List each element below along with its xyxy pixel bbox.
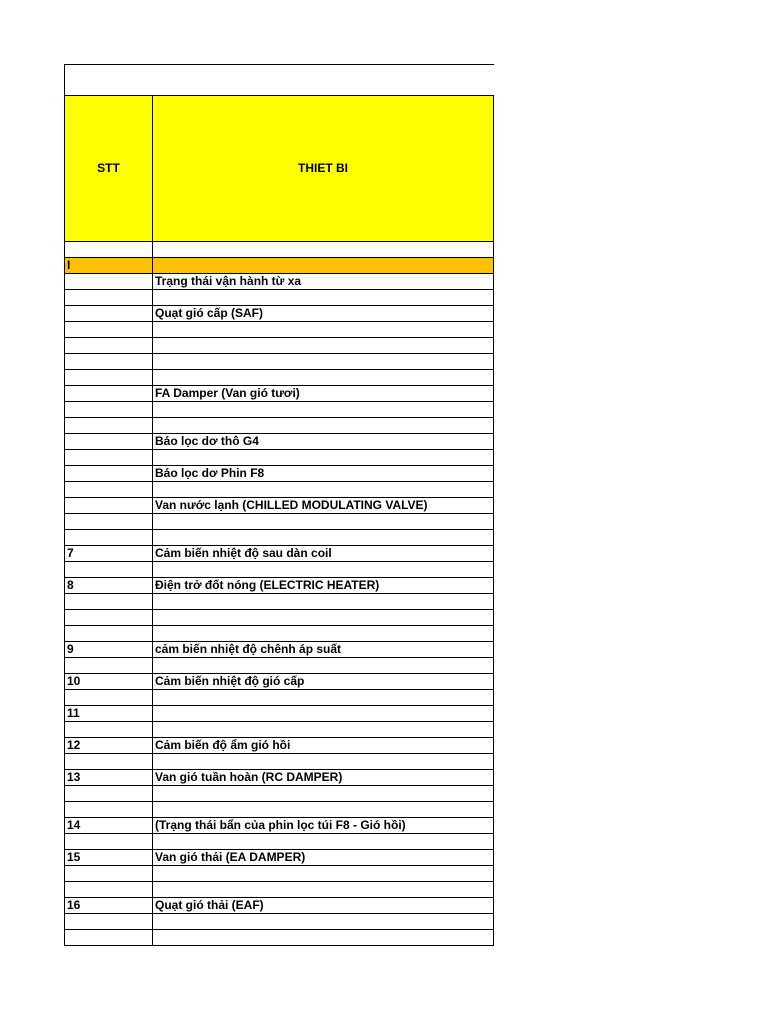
stt-cell[interactable]	[65, 498, 153, 514]
device-cell[interactable]	[153, 242, 494, 258]
stt-cell[interactable]	[65, 658, 153, 674]
device-cell[interactable]	[153, 834, 494, 850]
device-cell[interactable]	[153, 706, 494, 722]
device-cell[interactable]	[153, 290, 494, 306]
stt-cell[interactable]	[65, 914, 153, 930]
stt-cell[interactable]	[65, 290, 153, 306]
stt-cell[interactable]	[65, 754, 153, 770]
stt-cell[interactable]: 9	[65, 642, 153, 658]
stt-cell[interactable]	[65, 242, 153, 258]
table-row	[65, 562, 494, 578]
device-cell[interactable]	[153, 322, 494, 338]
table-row	[65, 754, 494, 770]
stt-cell[interactable]	[65, 386, 153, 402]
table-row	[65, 706, 494, 722]
table-row	[65, 482, 494, 498]
stt-cell[interactable]	[65, 626, 153, 642]
stt-cell[interactable]	[65, 434, 153, 450]
table-row	[65, 722, 494, 738]
table-row	[65, 802, 494, 818]
device-cell[interactable]	[153, 514, 494, 530]
device-cell[interactable]: (Trạng thái bẩn của phin lọc túi F8 - Gió hồi)	[153, 818, 494, 834]
device-cell[interactable]: Cảm biến độ ẩm gió hồi	[153, 738, 494, 754]
stt-cell[interactable]: I	[65, 258, 153, 274]
table-row	[65, 930, 494, 946]
table-row	[65, 498, 494, 514]
stt-cell[interactable]	[65, 450, 153, 466]
stt-cell[interactable]: 11	[65, 706, 153, 722]
device-cell[interactable]	[153, 882, 494, 898]
stt-cell[interactable]	[65, 882, 153, 898]
device-cell[interactable]	[153, 402, 494, 418]
table-row	[65, 578, 494, 594]
header-row	[65, 96, 494, 242]
device-cell[interactable]	[153, 866, 494, 882]
device-cell[interactable]	[153, 594, 494, 610]
table-row	[65, 546, 494, 562]
title-row	[64, 64, 494, 95]
stt-cell[interactable]	[65, 610, 153, 626]
device-cell[interactable]: Báo lọc dơ thô G4	[153, 434, 494, 450]
table-row	[65, 770, 494, 786]
device-cell[interactable]	[153, 370, 494, 386]
table-row	[65, 610, 494, 626]
header-device[interactable]: THIET BI	[153, 96, 494, 242]
stt-cell[interactable]	[65, 514, 153, 530]
table-row	[65, 882, 494, 898]
table-row	[65, 450, 494, 466]
table-row	[65, 434, 494, 450]
stt-cell[interactable]: 7	[65, 546, 153, 562]
table-row	[65, 530, 494, 546]
table-row	[65, 866, 494, 882]
device-cell[interactable]: Quạt gió cấp (SAF)	[153, 306, 494, 322]
table-row	[65, 674, 494, 690]
table-row	[65, 306, 494, 322]
device-cell[interactable]	[153, 354, 494, 370]
table-row	[65, 322, 494, 338]
device-cell[interactable]	[153, 914, 494, 930]
stt-cell[interactable]	[65, 402, 153, 418]
table-row	[65, 658, 494, 674]
stt-cell[interactable]: 12	[65, 738, 153, 754]
table-row	[65, 338, 494, 354]
device-cell[interactable]	[153, 786, 494, 802]
device-cell[interactable]: Cảm biến nhiệt độ gió cấp	[153, 674, 494, 690]
table-row	[65, 898, 494, 914]
table-row	[65, 386, 494, 402]
table-row	[65, 594, 494, 610]
device-table	[64, 95, 494, 946]
device-cell[interactable]	[153, 530, 494, 546]
device-cell[interactable]	[153, 450, 494, 466]
table-row	[65, 354, 494, 370]
stt-cell[interactable]	[65, 530, 153, 546]
device-cell[interactable]: Quạt gió thải (EAF)	[153, 898, 494, 914]
device-cell[interactable]	[153, 418, 494, 434]
device-cell[interactable]: Báo lọc dơ Phin F8	[153, 466, 494, 482]
device-cell[interactable]	[153, 338, 494, 354]
stt-cell[interactable]: 16	[65, 898, 153, 914]
device-cell[interactable]: Van gió tuần hoàn (RC DAMPER)	[153, 770, 494, 786]
device-cell[interactable]: Cảm biến nhiệt độ sau dàn coil	[153, 546, 494, 562]
stt-cell[interactable]: 14	[65, 818, 153, 834]
table-row	[65, 418, 494, 434]
device-cell[interactable]	[153, 754, 494, 770]
table-row	[65, 690, 494, 706]
device-cell[interactable]: Trạng thái vận hành từ xa	[153, 274, 494, 290]
stt-cell[interactable]	[65, 562, 153, 578]
device-cell[interactable]: Van nước lạnh (CHILLED MODULATING VALVE)	[153, 498, 494, 514]
stt-cell[interactable]	[65, 418, 153, 434]
stt-cell[interactable]	[65, 322, 153, 338]
stt-cell[interactable]	[65, 594, 153, 610]
stt-cell[interactable]	[65, 834, 153, 850]
device-cell[interactable]	[153, 562, 494, 578]
stt-cell[interactable]: 13	[65, 770, 153, 786]
table-body	[65, 242, 494, 946]
stt-cell[interactable]	[65, 722, 153, 738]
table-row	[65, 258, 494, 274]
table-row	[65, 914, 494, 930]
device-cell[interactable]	[153, 258, 494, 274]
table-row	[65, 514, 494, 530]
stt-cell[interactable]	[65, 466, 153, 482]
device-cell[interactable]	[153, 690, 494, 706]
device-cell[interactable]	[153, 802, 494, 818]
device-cell[interactable]: Van gió thải (EA DAMPER)	[153, 850, 494, 866]
device-cell[interactable]: FA Damper (Van gió tươi)	[153, 386, 494, 402]
stt-cell[interactable]: 15	[65, 850, 153, 866]
table-row	[65, 466, 494, 482]
table-row	[65, 786, 494, 802]
table-row	[65, 242, 494, 258]
table-row	[65, 818, 494, 834]
device-cell[interactable]: cảm biến nhiệt độ chênh áp suất	[153, 642, 494, 658]
device-cell[interactable]	[153, 482, 494, 498]
table-row	[65, 850, 494, 866]
table-row	[65, 738, 494, 754]
stt-cell[interactable]: 8	[65, 578, 153, 594]
stt-cell[interactable]	[65, 306, 153, 322]
stt-cell[interactable]	[65, 370, 153, 386]
table-row	[65, 290, 494, 306]
device-cell[interactable]	[153, 722, 494, 738]
stt-cell[interactable]	[65, 274, 153, 290]
stt-cell[interactable]	[65, 930, 153, 946]
table-row	[65, 626, 494, 642]
table-row	[65, 642, 494, 658]
table-row	[65, 834, 494, 850]
stt-cell[interactable]	[65, 690, 153, 706]
table-row	[65, 402, 494, 418]
stt-cell[interactable]	[65, 482, 153, 498]
device-cell[interactable]	[153, 930, 494, 946]
stt-cell[interactable]	[65, 338, 153, 354]
spreadsheet	[64, 64, 494, 946]
stt-cell[interactable]	[65, 866, 153, 882]
device-cell[interactable]	[153, 658, 494, 674]
stt-cell[interactable]	[65, 802, 153, 818]
device-cell[interactable]	[153, 626, 494, 642]
device-cell[interactable]	[153, 610, 494, 626]
device-cell[interactable]: Điện trở đốt nóng (ELECTRIC HEATER)	[153, 578, 494, 594]
stt-cell[interactable]: 10	[65, 674, 153, 690]
stt-cell[interactable]	[65, 354, 153, 370]
header-stt[interactable]: STT	[65, 96, 153, 242]
stt-cell[interactable]	[65, 786, 153, 802]
table-row	[65, 370, 494, 386]
table-row	[65, 274, 494, 290]
